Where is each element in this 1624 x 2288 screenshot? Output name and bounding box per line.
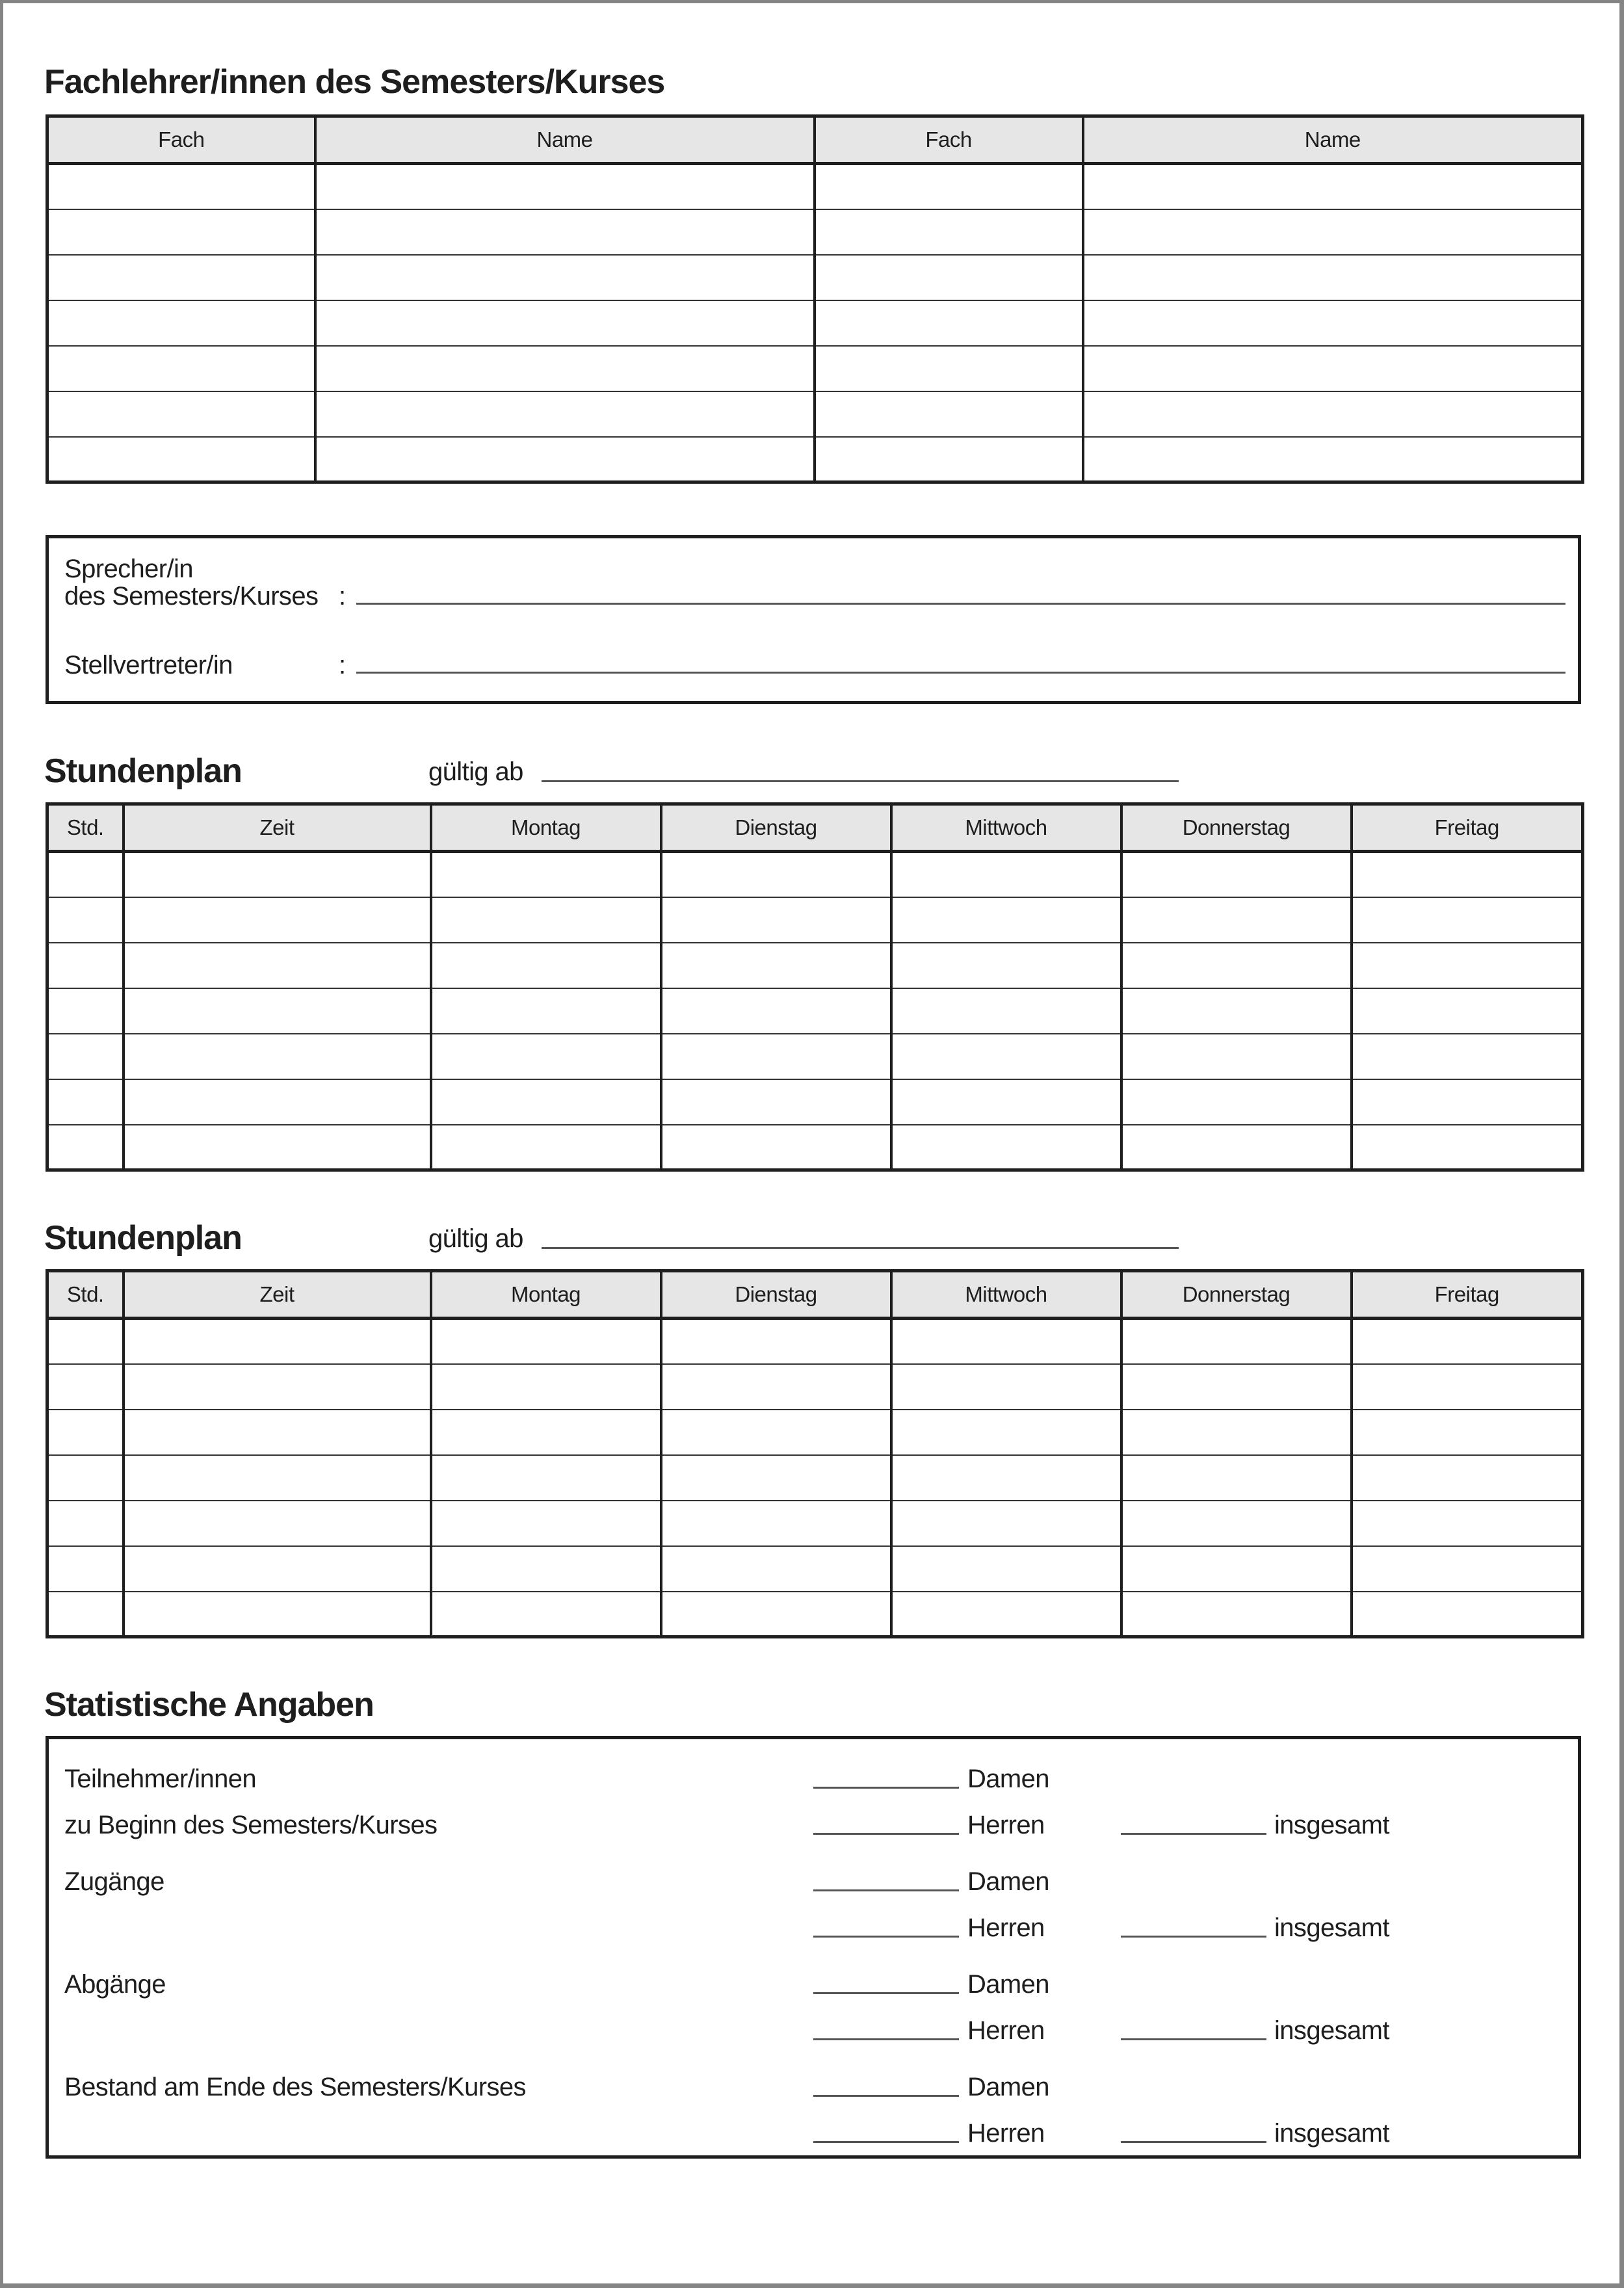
tuesday-cell[interactable] [661,1455,891,1501]
teacher-name-cell[interactable] [315,164,815,209]
thursday-cell[interactable] [1121,1410,1352,1455]
table-row [47,391,1583,437]
stat-final-total-input[interactable] [1121,2141,1266,2143]
subject-cell[interactable] [47,391,315,437]
timetable-2-table [46,1269,1584,1638]
stat-total-label: insgesamt [1274,1913,1389,1942]
teacher-name-cell[interactable] [315,300,815,346]
subject-cell[interactable] [47,164,315,209]
wednesday-cell[interactable] [891,988,1121,1034]
table-row [47,1364,1583,1410]
wednesday-cell[interactable] [891,1034,1121,1079]
stat-men-label: Herren [967,1811,1045,1839]
tuesday-cell[interactable] [661,1592,891,1637]
wednesday-cell[interactable] [891,1364,1121,1410]
table-row [47,1319,1583,1364]
table-row [47,1410,1583,1455]
lesson-number-cell[interactable] [47,1546,124,1592]
timetable-2-header [47,1271,1583,1319]
subject-cell[interactable] [47,209,315,255]
table-row [47,1592,1583,1637]
table-row [47,1546,1583,1592]
monday-cell[interactable] [431,1501,661,1546]
thursday-cell[interactable] [1121,1319,1352,1364]
stat-additions-men-input[interactable] [813,1936,959,1938]
stat-departures-women-input[interactable] [813,1992,959,1994]
stat-departures-men-input[interactable] [813,2038,959,2040]
subject-cell[interactable] [815,346,1083,391]
table-row [47,300,1583,346]
table-row [47,852,1583,897]
subject-cell[interactable] [815,437,1083,482]
tuesday-cell[interactable] [661,1125,891,1170]
timetable-1-valid-from-label: gültig ab [428,757,523,786]
subject-cell[interactable] [815,391,1083,437]
table-row [47,1079,1583,1125]
stat-total-label: insgesamt [1274,2016,1389,2045]
timetable-2-title: Stundenplan [44,1219,242,1257]
tuesday-cell[interactable] [661,1079,891,1125]
wednesday-cell[interactable] [891,1455,1121,1501]
monday-cell[interactable] [431,1592,661,1637]
tuesday-cell[interactable] [661,1410,891,1455]
lesson-number-cell[interactable] [47,1592,124,1637]
lesson-number-cell[interactable] [47,988,124,1034]
tuesday-cell[interactable] [661,988,891,1034]
column-header-mittwoch: Mittwoch [891,1271,1121,1319]
time-cell[interactable] [124,1592,431,1637]
stat-additions-women-input[interactable] [813,1889,959,1891]
thursday-cell[interactable] [1121,1079,1352,1125]
tuesday-cell[interactable] [661,1034,891,1079]
deputy-label: Stellvertreter/in [64,651,233,679]
table-row [47,346,1583,391]
wednesday-cell[interactable] [891,897,1121,943]
thursday-cell[interactable] [1121,1364,1352,1410]
teacher-name-cell[interactable] [1083,255,1583,300]
stat-additions-total-input[interactable] [1121,1936,1266,1938]
column-header-zeit: Zeit [124,1271,431,1319]
friday-cell[interactable] [1352,1079,1583,1125]
thursday-cell[interactable] [1121,943,1352,988]
lesson-number-cell[interactable] [47,1125,124,1170]
lesson-number-cell[interactable] [47,1034,124,1079]
time-cell[interactable] [124,1364,431,1410]
stat-final-men-input[interactable] [813,2141,959,2143]
timetable-1-valid-from-line[interactable] [542,780,1179,782]
friday-cell[interactable] [1352,852,1583,897]
column-header-std: Std. [47,804,124,852]
time-cell[interactable] [124,1546,431,1592]
subject-cell[interactable] [815,255,1083,300]
column-header-freitag: Freitag [1352,804,1583,852]
column-header-donnerstag: Donnerstag [1121,1271,1352,1319]
teachers-table [46,114,1584,484]
teacher-name-cell[interactable] [1083,164,1583,209]
wednesday-cell[interactable] [891,1079,1121,1125]
subject-cell[interactable] [815,209,1083,255]
teachers-section-title: Fachlehrer/innen des Semesters/Kurses [44,63,665,101]
wednesday-cell[interactable] [891,943,1121,988]
time-cell[interactable] [124,1034,431,1079]
speaker-label-line1: Sprecher/in [64,555,193,583]
friday-cell[interactable] [1352,1319,1583,1364]
timetable-1-header [47,804,1583,852]
lesson-number-cell[interactable] [47,897,124,943]
friday-cell[interactable] [1352,1455,1583,1501]
thursday-cell[interactable] [1121,852,1352,897]
teacher-name-cell[interactable] [315,255,815,300]
wednesday-cell[interactable] [891,852,1121,897]
lesson-number-cell[interactable] [47,1501,124,1546]
time-cell[interactable] [124,852,431,897]
column-header-mittwoch: Mittwoch [891,804,1121,852]
monday-cell[interactable] [431,943,661,988]
thursday-cell[interactable] [1121,988,1352,1034]
friday-cell[interactable] [1352,1410,1583,1455]
wednesday-cell[interactable] [891,1592,1121,1637]
time-cell[interactable] [124,897,431,943]
stat-women-label: Damen [967,1765,1049,1793]
monday-cell[interactable] [431,1455,661,1501]
monday-cell[interactable] [431,1546,661,1592]
tuesday-cell[interactable] [661,1364,891,1410]
lesson-number-cell[interactable] [47,1410,124,1455]
stat-men-label: Herren [967,2119,1045,2148]
column-header-fach-2: Fach [815,116,1083,164]
friday-cell[interactable] [1352,1592,1583,1637]
column-header-montag: Montag [431,1271,661,1319]
monday-cell[interactable] [431,897,661,943]
timetable-2-valid-from-line[interactable] [542,1247,1179,1249]
tuesday-cell[interactable] [661,1501,891,1546]
speaker-label-line2: des Semesters/Kurses [64,582,319,611]
stat-women-label: Damen [967,2073,1049,2101]
friday-cell[interactable] [1352,943,1583,988]
wednesday-cell[interactable] [891,1546,1121,1592]
table-row [47,1455,1583,1501]
column-header-dienstag: Dienstag [661,804,891,852]
friday-cell[interactable] [1352,1125,1583,1170]
lesson-number-cell[interactable] [47,1319,124,1364]
tuesday-cell[interactable] [661,897,891,943]
time-cell[interactable] [124,1125,431,1170]
teacher-name-cell[interactable] [315,209,815,255]
friday-cell[interactable] [1352,897,1583,943]
monday-cell[interactable] [431,1079,661,1125]
teacher-name-cell[interactable] [1083,437,1583,482]
time-cell[interactable] [124,1410,431,1455]
stat-final-women-input[interactable] [813,2095,959,2097]
wednesday-cell[interactable] [891,1410,1121,1455]
subject-cell[interactable] [47,346,315,391]
stat-participants-label-line1: Teilnehmer/innen [64,1765,257,1793]
friday-cell[interactable] [1352,988,1583,1034]
table-row [47,437,1583,482]
stat-additions-label: Zugänge [64,1867,164,1896]
speaker-colon: : [339,582,346,611]
time-cell[interactable] [124,988,431,1034]
representatives-box [46,535,1581,704]
stat-total-label: insgesamt [1274,2119,1389,2148]
table-row [47,897,1583,943]
friday-cell[interactable] [1352,1364,1583,1410]
teacher-name-cell[interactable] [315,346,815,391]
stat-participants-men-input[interactable] [813,1833,959,1835]
thursday-cell[interactable] [1121,1592,1352,1637]
thursday-cell[interactable] [1121,1501,1352,1546]
teacher-name-cell[interactable] [1083,209,1583,255]
subject-cell[interactable] [47,437,315,482]
deputy-input-line[interactable] [356,672,1565,674]
thursday-cell[interactable] [1121,1546,1352,1592]
table-row [47,255,1583,300]
monday-cell[interactable] [431,988,661,1034]
column-header-donnerstag: Donnerstag [1121,804,1352,852]
timetable-1-title: Stundenplan [44,752,242,790]
monday-cell[interactable] [431,1034,661,1079]
table-row [47,1125,1583,1170]
time-cell[interactable] [124,1501,431,1546]
friday-cell[interactable] [1352,1034,1583,1079]
subject-cell[interactable] [47,255,315,300]
column-header-name-1: Name [315,116,815,164]
lesson-number-cell[interactable] [47,1455,124,1501]
lesson-number-cell[interactable] [47,1364,124,1410]
stat-departures-label: Abgänge [64,1970,166,1999]
monday-cell[interactable] [431,1319,661,1364]
table-row [47,209,1583,255]
speaker-input-line[interactable] [356,603,1565,605]
subject-cell[interactable] [47,300,315,346]
stat-women-label: Damen [967,1970,1049,1999]
tuesday-cell[interactable] [661,1546,891,1592]
table-row [47,943,1583,988]
teacher-name-cell[interactable] [1083,346,1583,391]
stat-participants-label-line2: zu Beginn des Semesters/Kurses [64,1811,438,1839]
column-header-name-2: Name [1083,116,1583,164]
stat-total-label: insgesamt [1274,1811,1389,1839]
monday-cell[interactable] [431,1364,661,1410]
thursday-cell[interactable] [1121,1125,1352,1170]
stat-women-label: Damen [967,1867,1049,1896]
table-row [47,1501,1583,1546]
time-cell[interactable] [124,943,431,988]
stat-final-count-label: Bestand am Ende des Semesters/Kurses [64,2073,526,2101]
column-header-fach-1: Fach [47,116,315,164]
tuesday-cell[interactable] [661,852,891,897]
stat-men-label: Herren [967,1913,1045,1942]
time-cell[interactable] [124,1079,431,1125]
tuesday-cell[interactable] [661,943,891,988]
lesson-number-cell[interactable] [47,1079,124,1125]
table-row [47,164,1583,209]
time-cell[interactable] [124,1319,431,1364]
stat-participants-total-input[interactable] [1121,1833,1266,1835]
column-header-montag: Montag [431,804,661,852]
column-header-freitag: Freitag [1352,1271,1583,1319]
stat-departures-total-input[interactable] [1121,2038,1266,2040]
teacher-name-cell[interactable] [1083,391,1583,437]
subject-cell[interactable] [815,164,1083,209]
lesson-number-cell[interactable] [47,943,124,988]
teacher-name-cell[interactable] [315,437,815,482]
wednesday-cell[interactable] [891,1501,1121,1546]
friday-cell[interactable] [1352,1501,1583,1546]
lesson-number-cell[interactable] [47,852,124,897]
wednesday-cell[interactable] [891,1319,1121,1364]
tuesday-cell[interactable] [661,1319,891,1364]
stat-participants-women-input[interactable] [813,1787,959,1789]
column-header-std: Std. [47,1271,124,1319]
thursday-cell[interactable] [1121,1455,1352,1501]
monday-cell[interactable] [431,852,661,897]
timetable-1-table [46,802,1584,1172]
thursday-cell[interactable] [1121,1034,1352,1079]
subject-cell[interactable] [815,300,1083,346]
column-header-zeit: Zeit [124,804,431,852]
monday-cell[interactable] [431,1125,661,1170]
teacher-name-cell[interactable] [315,391,815,437]
statistics-title: Statistische Angaben [44,1686,374,1724]
friday-cell[interactable] [1352,1546,1583,1592]
monday-cell[interactable] [431,1410,661,1455]
table-row [47,988,1583,1034]
deputy-colon: : [339,651,346,679]
teachers-table-header [47,116,1583,164]
table-row [47,1034,1583,1079]
teacher-name-cell[interactable] [1083,300,1583,346]
thursday-cell[interactable] [1121,897,1352,943]
time-cell[interactable] [124,1455,431,1501]
stat-men-label: Herren [967,2016,1045,2045]
column-header-dienstag: Dienstag [661,1271,891,1319]
wednesday-cell[interactable] [891,1125,1121,1170]
timetable-2-valid-from-label: gültig ab [428,1224,523,1253]
